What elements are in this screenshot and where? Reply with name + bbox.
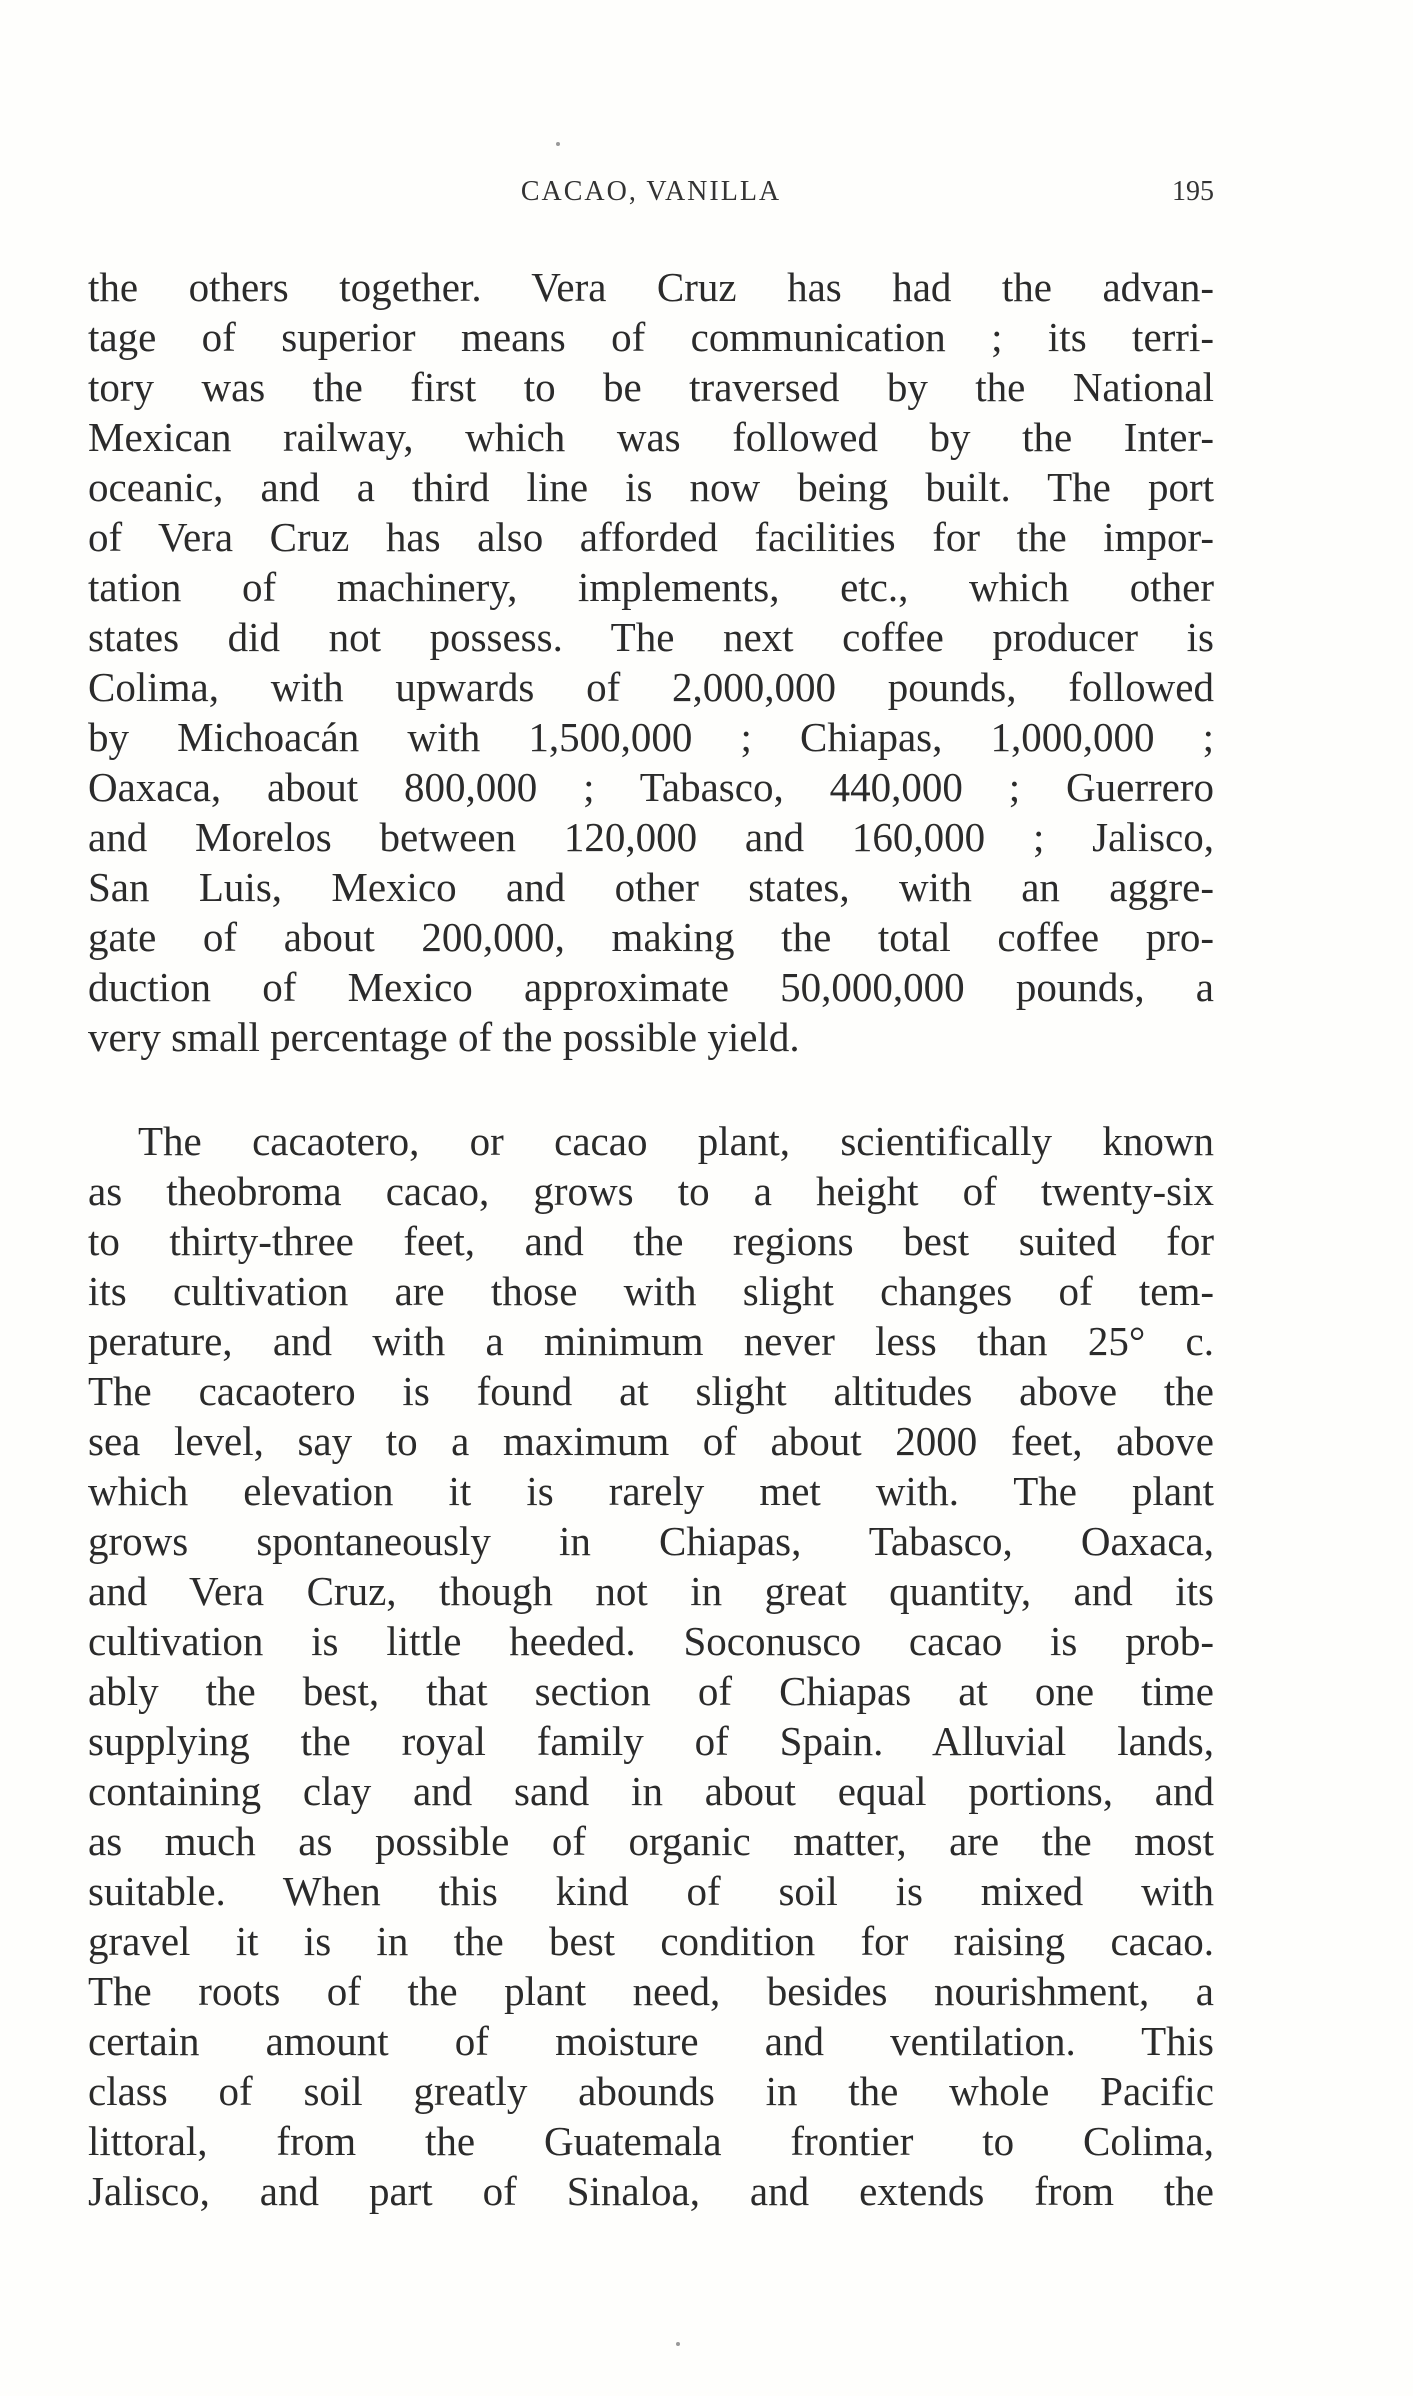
running-title: CACAO, VANILLA <box>520 176 782 207</box>
text-line: Oaxaca, about 800,000 ; Tabasco, 440,000 ; Guerrero <box>88 764 1214 810</box>
text-line: to thirty-three feet, and the regions best suited for <box>88 1218 1214 1264</box>
text-line: which elevation it is rarely met with. The plant <box>88 1468 1214 1514</box>
text-line: perature, and with a minimum never less than 25° c. <box>88 1318 1214 1364</box>
text-line: and Morelos between 120,000 and 160,000 ; Jalisco, <box>88 814 1214 860</box>
text-line: littoral, from the Guatemala frontier to Colima, <box>88 2118 1214 2164</box>
text-line: containing clay and sand in about equal portions, and <box>88 1768 1214 1814</box>
text-line: cultivation is little heeded. Soconusco cacao is prob- <box>88 1618 1214 1664</box>
paragraph-cacao-plant <box>88 1116 1214 2216</box>
paper-speck <box>556 142 560 146</box>
paper-speck <box>676 2342 680 2346</box>
text-line: its cultivation are those with slight changes of tem- <box>88 1268 1214 1314</box>
text-line: and Vera Cruz, though not in great quantity, and its <box>88 1568 1214 1614</box>
text-line: supplying the royal family of Spain. Alluvial lands, <box>88 1718 1214 1764</box>
text-line: class of soil greatly abounds in the whole Pacific <box>88 2068 1214 2114</box>
text-line: the others together. Vera Cruz has had the advan- <box>88 264 1214 310</box>
text-line: Colima, with upwards of 2,000,000 pounds, followed <box>88 664 1214 710</box>
text-line: ably the best, that section of Chiapas at one time <box>88 1668 1214 1714</box>
text-line: as theobroma cacao, grows to a height of twenty-six <box>88 1168 1214 1214</box>
text-line: sea level, say to a maximum of about 2000 feet, above <box>88 1418 1214 1464</box>
text-line: tage of superior means of communication ; its terri- <box>88 314 1214 360</box>
text-line: certain amount of moisture and ventilation. This <box>88 2018 1214 2064</box>
text-line: tation of machinery, implements, etc., which other <box>88 564 1214 610</box>
text-line: grows spontaneously in Chiapas, Tabasco, Oaxaca, <box>88 1518 1214 1564</box>
text-line: states did not possess. The next coffee producer is <box>88 614 1214 660</box>
text-line: gate of about 200,000, making the total coffee pro- <box>88 914 1214 960</box>
text-line: Mexican railway, which was followed by the Inter- <box>88 414 1214 460</box>
text-line: duction of Mexico approximate 50,000,000 pounds, a <box>88 964 1214 1010</box>
text-line: of Vera Cruz has also afforded facilities for the impor- <box>88 514 1214 560</box>
text-line: The cacaotero is found at slight altitudes above the <box>88 1368 1214 1414</box>
text-line: suitable. When this kind of soil is mixed with <box>88 1868 1214 1914</box>
text-line: oceanic, and a third line is now being built. The port <box>88 464 1214 510</box>
text-line: as much as possible of organic matter, are the most <box>88 1818 1214 1864</box>
page-number: 195 <box>1172 176 1214 207</box>
page-header <box>88 176 1214 216</box>
paragraph-coffee-production <box>88 262 1214 1062</box>
text-line: The roots of the plant need, besides nourishment, a <box>88 1968 1214 2014</box>
text-line: tory was the first to be traversed by the National <box>88 364 1214 410</box>
text-line: San Luis, Mexico and other states, with an aggre- <box>88 864 1214 910</box>
text-line: The cacaotero, or cacao plant, scientifically known <box>138 1118 1214 1164</box>
text-line: by Michoacán with 1,500,000 ; Chiapas, 1,000,000 ; <box>88 714 1214 760</box>
text-line: Jalisco, and part of Sinaloa, and extends from the <box>88 2168 1214 2214</box>
text-line: gravel it is in the best condition for raising cacao. <box>88 1918 1214 1964</box>
text-line: very small percentage of the possible yield. <box>88 1014 800 1060</box>
